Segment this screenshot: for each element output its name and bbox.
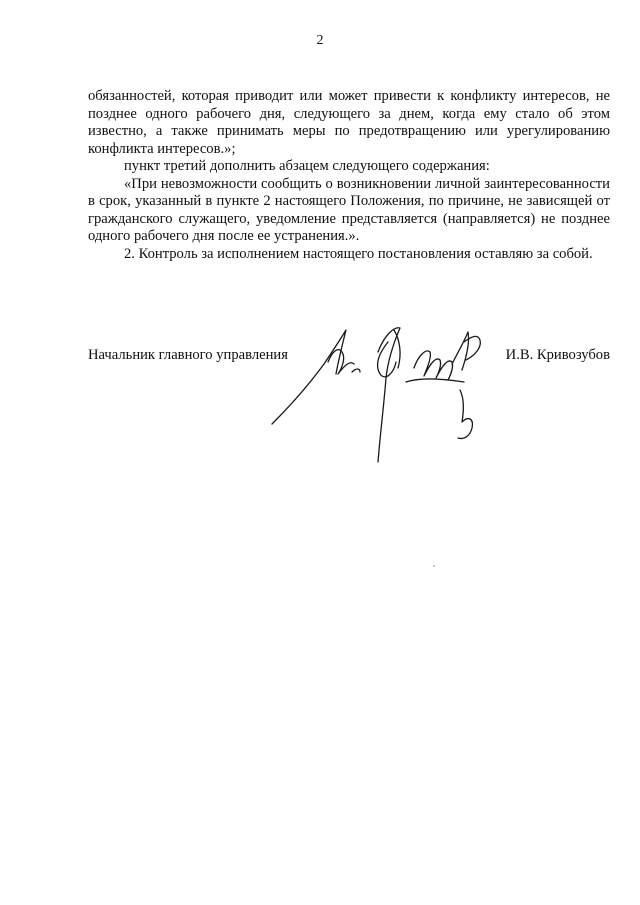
scan-speck	[433, 565, 435, 567]
paragraph-continuation: обязанностей, которая приводит или может привести к конфликту интересов, не позднее одного рабочего дня, следующего за днем, когда ему стало об этом известно, а также принимать меры по предотвращению или урегулированию конфликта интересов.»;	[88, 88, 610, 157]
paragraph-amendment-quote: «При невозможности сообщить о возникновении личной заинтересованности в срок, указанный в пункте 2 настоящего Положения, по причине, не зависящей от гражданского служащего, уведомление представляется (направляется) не позднее одного рабочего дня после ее устранения.».	[88, 175, 610, 244]
signatory-title: Начальник главного управления	[88, 347, 288, 363]
signatory-name: И.В. Кривозубов	[505, 347, 610, 363]
page-number: 2	[316, 33, 324, 48]
paragraph-control: 2. Контроль за исполнением настоящего постановления оставляю за собой.	[124, 245, 593, 262]
document-body	[88, 88, 610, 263]
handwritten-signature	[268, 312, 508, 472]
paragraph-amendment-intro: пункт третий дополнить абзацем следующего содержания:	[124, 158, 490, 174]
